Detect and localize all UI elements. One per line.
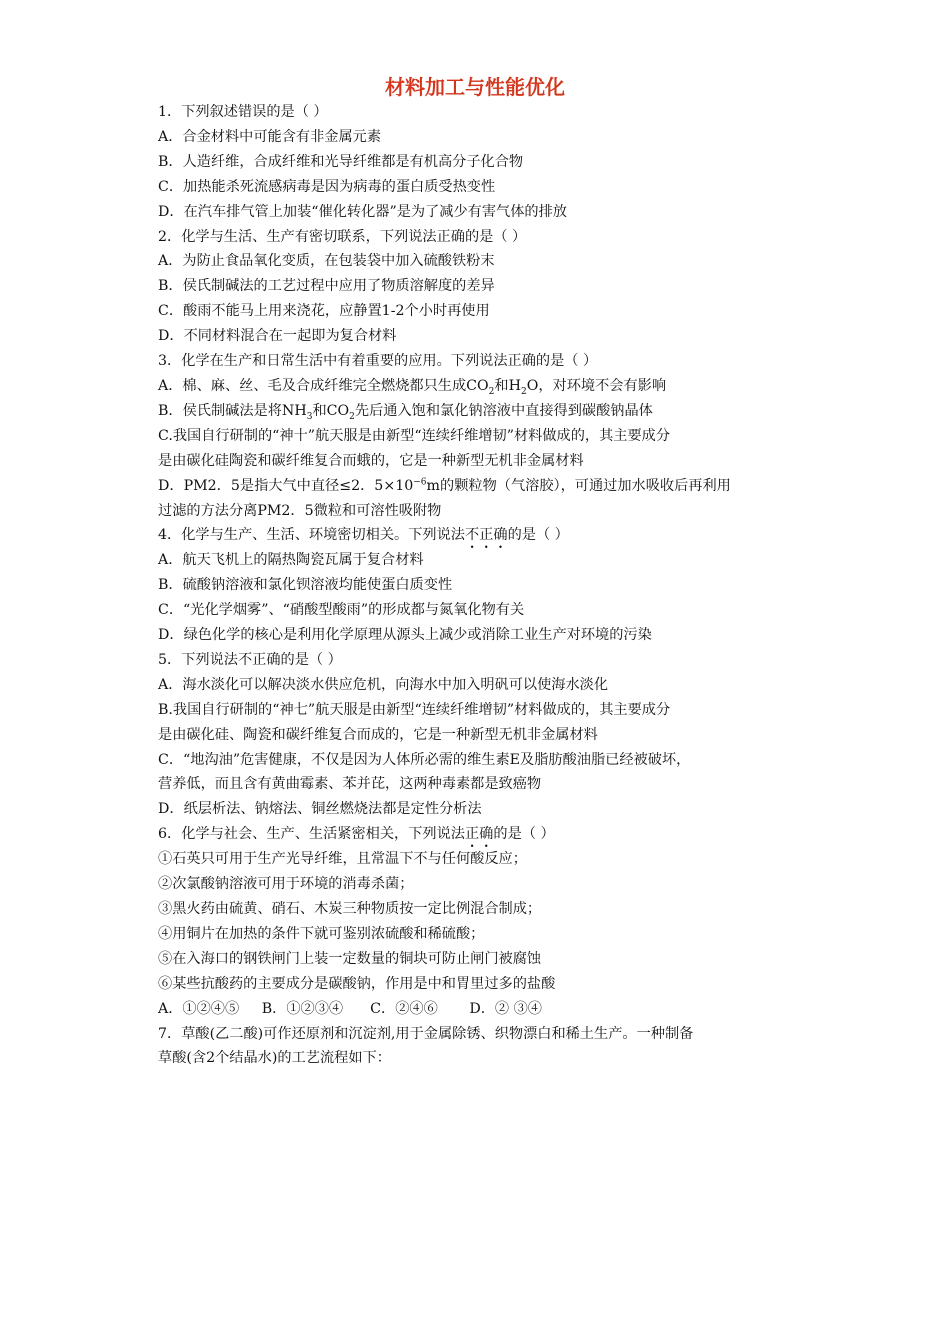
question-4-option-b: B．硫酸钠溶液和氯化钡溶液均能使蛋白质变性 bbox=[158, 577, 453, 594]
question-2-option-b: B．侯氏制碱法的工艺过程中应用了物质溶解度的差异 bbox=[158, 278, 495, 295]
emphasis-char: 确 bbox=[493, 527, 508, 544]
question-4-option-d: D．绿色化学的核心是利用化学原理从源头上减少或消除工业生产对环境的污染 bbox=[158, 627, 652, 644]
question-2-option-d: D．不同材料混合在一起即为复合材料 bbox=[158, 328, 397, 345]
question-3-option-c-line-1: C.我国自行研制的“神十”航天服是由新型“连续纤维增韧”材料做成的，其主要成分 bbox=[158, 427, 671, 444]
question-5-line: C．“地沟油”危害健康，不仅是因为人体所必需的维生素E及脂肪酸油脂已经被破坏， bbox=[158, 751, 691, 768]
question-3-option-d-line-1: D．PM2．5是指大气中直径≤2．$5\times 10^{-6}m$的颗粒物（气溶胶），可通过加水吸收后再利用 bbox=[158, 476, 731, 494]
question-1-option-c: C．加热能杀死流感病毒是因为病毒的蛋白质受热变性 bbox=[158, 178, 496, 195]
question-6-statement: ⑥某些抗酸药的主要成分是碳酸钠，作用是中和胃里过多的盐酸 bbox=[158, 975, 556, 992]
question-1-option-b: B．人造纤维，合成纤维和光导纤维都是有机高分子化合物 bbox=[158, 153, 524, 170]
question-1-option-d: D．在汽车排气管上加装“催化转化器”是为了减少有害气体的排放 bbox=[158, 203, 567, 220]
question-5-line: 是由碳化硅、陶瓷和碳纤维复合而成的，它是一种新型无机非金属材料 bbox=[158, 726, 598, 743]
question-6-statement: ④用铜片在加热的条件下就可鉴别浓硫酸和稀硫酸； bbox=[158, 925, 485, 942]
question-2-option-c: C．酸雨不能马上用来浇花，应静置1-2个小时再使用 bbox=[158, 303, 490, 320]
question-6-choices: A．①②④⑤ B．①②③④ C．②④⑥ D．② ③④ bbox=[158, 1000, 542, 1017]
question-5-line: D．纸层析法、钠熔法、铜丝燃烧法都是定性分析法 bbox=[158, 801, 482, 818]
emphasis-char: 不 bbox=[464, 527, 480, 544]
question-5-line: B.我国自行研制的“神七”航天服是由新型“连续纤维增韧”材料做成的，其主要成分 bbox=[158, 701, 671, 718]
question-3-option-d-line-2: 过滤的方法分离PM2．5微粒和可溶性吸附物 bbox=[158, 502, 442, 519]
question-5-line: A．海水淡化可以解决淡水供应危机，向海水中加入明矾可以使海水淡化 bbox=[158, 676, 609, 693]
question-3-option-a: A．棉、麻、丝、毛及合成纤维完全燃烧都只生成$CO_2$和$H_2O$，对环境不会有影响 bbox=[158, 377, 667, 397]
question-2-option-a: A．为防止食品氧化变质，在包装袋中加入硫酸铁粉末 bbox=[158, 253, 495, 270]
question-3-option-b: B．侯氏制碱法是将$NH_3$和$CO_2$先后通入饱和氯化钠溶液中直接得到碳酸钠晶体 bbox=[158, 402, 653, 422]
question-6-statement: ①石英只可用于生产光导纤维，且常温下不与任何酸反应； bbox=[158, 851, 527, 868]
question-5-stem: 5．下列说法不正确的是（ ） bbox=[158, 651, 342, 668]
question-1-stem: 1．下列叙述错误的是（ ） bbox=[158, 104, 328, 120]
question-6-statement: ②次氯酸钠溶液可用于环境的消毒杀菌； bbox=[158, 876, 414, 893]
question-3-option-c-line-2: 是由碳化硅陶瓷和碳纤维复合而蛾的，它是一种新型无机非金属材料 bbox=[158, 452, 584, 469]
emphasis-char: 正 bbox=[464, 826, 480, 843]
emphasis-char: 确 bbox=[479, 826, 494, 843]
page-title: 材料加工与性能优化 bbox=[385, 75, 565, 99]
question-5-line: 营养低，而且含有黄曲霉素、苯并芘，这两种毒素都是致癌物 bbox=[158, 776, 542, 793]
question-1-option-a: A．合金材料中可能含有非金属元素 bbox=[158, 128, 382, 145]
question-3-stem: 3．化学在生产和日常生活中有着重要的应用。下列说法正确的是（ ） bbox=[158, 353, 598, 370]
question-6-stem: 6．化学与社会、生产、生活紧密相关，下列说法正确的是（ ） bbox=[158, 826, 555, 843]
question-list bbox=[158, 100, 798, 1071]
question-7-stem-line-1: 7．草酸(乙二酸)可作还原剂和沉淀剂,用于金属除锈、织物漂白和稀土生产。一种制备 bbox=[158, 1025, 694, 1042]
question-6-statement: ⑤在入海口的钢铁闸门上装一定数量的铜块可防止闸门被腐蚀 bbox=[158, 950, 542, 967]
question-4-stem: 4．化学与生产、生活、环境密切相关。下列说法不正确的是（ ） bbox=[158, 527, 569, 544]
emphasis-char: 正 bbox=[479, 527, 494, 544]
question-6-statement: ③黑火药由硫黄、硝石、木炭三种物质按一定比例混合制成； bbox=[158, 901, 542, 917]
question-4-option-c: C．“光化学烟雾”、“硝酸型酸雨”的形成都与氮氧化物有关 bbox=[158, 602, 525, 619]
question-4-option-a: A．航天飞机上的隔热陶瓷瓦属于复合材料 bbox=[158, 552, 424, 569]
question-7-stem-line-2: 草酸(含2个结晶水)的工艺流程如下： bbox=[158, 1050, 391, 1067]
question-2-stem: 2．化学与生活、生产有密切联系，下列说法正确的是（ ） bbox=[158, 228, 527, 245]
